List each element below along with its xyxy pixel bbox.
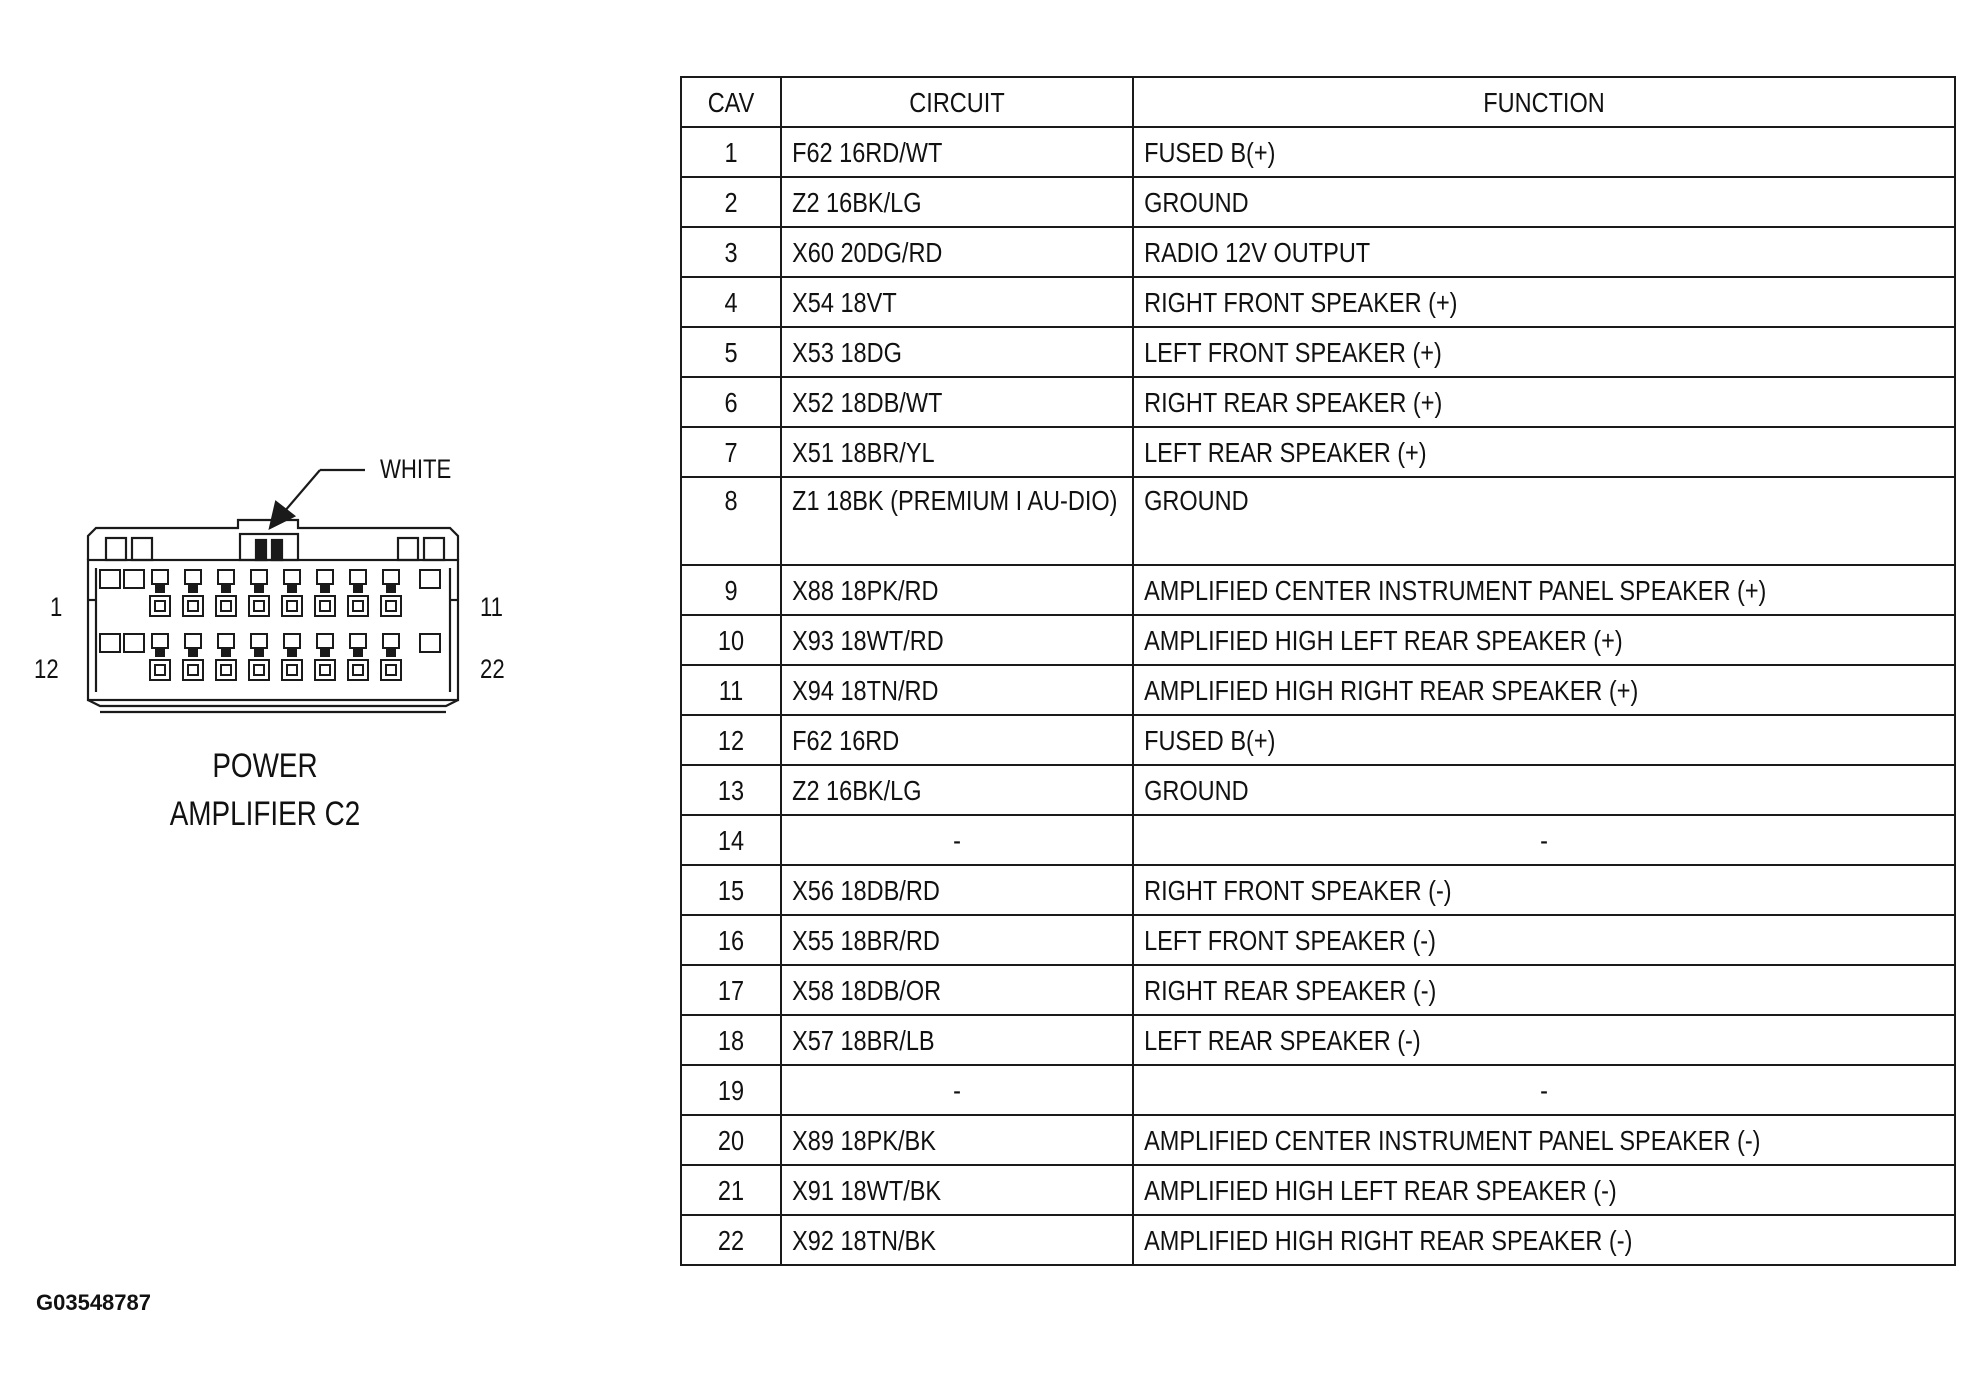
terminal-contact [188, 665, 198, 675]
terminal-contact [353, 601, 363, 611]
terminal-pin [156, 584, 164, 592]
cav-cell-text: 1 [724, 136, 738, 168]
table-row [681, 1065, 1955, 1115]
table-row [681, 1215, 1955, 1265]
table-row [681, 765, 1955, 815]
figure-id: G03548787 [36, 1290, 151, 1315]
circuit-cell [781, 615, 1133, 665]
table-row [681, 227, 1955, 277]
cav-cell [681, 227, 781, 277]
terminal-pin [354, 648, 362, 656]
function-cell-text: AMPLIFIED CENTER INSTRUMENT PANEL SPEAKER (+) [1144, 574, 1767, 606]
cav-cell-text: 13 [717, 774, 745, 806]
blank-cavity [124, 570, 144, 588]
function-cell [1133, 127, 1955, 177]
terminal-cavity [381, 596, 401, 616]
terminal-cavity [348, 660, 368, 680]
cav-cell-text: 15 [717, 874, 745, 906]
table-row [681, 377, 1955, 427]
circuit-cell-text: - [953, 1074, 961, 1106]
function-cell-text: RADIO 12V OUTPUT [1144, 236, 1371, 268]
circuit-cell-text: X58 18DB/OR [792, 974, 942, 1006]
function-cell [1133, 177, 1955, 227]
blank-cavity [100, 634, 120, 652]
table-row [681, 427, 1955, 477]
terminal-pin [288, 584, 296, 592]
terminal-latch [218, 570, 234, 584]
function-cell-text: AMPLIFIED HIGH RIGHT REAR SPEAKER (-) [1144, 1224, 1633, 1256]
cav-cell [681, 615, 781, 665]
cav-cell [681, 1165, 781, 1215]
circuit-cell-text: X89 18PK/BK [792, 1124, 936, 1156]
table-row [681, 477, 1955, 565]
terminal-pin [387, 584, 395, 592]
circuit-cell-text: F62 16RD [792, 724, 900, 756]
terminal-cavity [150, 660, 170, 680]
pinout-table-body [681, 127, 1955, 1265]
circuit-cell-text: X60 20DG/RD [792, 236, 943, 268]
blank-cavity [420, 634, 440, 652]
circuit-cell [781, 477, 1133, 565]
function-cell-text: FUSED B(+) [1144, 136, 1276, 168]
terminal-contact [287, 601, 297, 611]
circuit-cell-text: X93 18WT/RD [792, 624, 944, 656]
function-cell-text: LEFT REAR SPEAKER (-) [1144, 1024, 1421, 1056]
circuit-cell-text: X52 18DB/WT [792, 386, 943, 418]
function-cell-text: AMPLIFIED HIGH LEFT REAR SPEAKER (+) [1144, 624, 1623, 656]
circuit-cell [781, 1065, 1133, 1115]
function-cell [1133, 1215, 1955, 1265]
cav-cell-text: 9 [724, 574, 738, 606]
table-row [681, 915, 1955, 965]
cav-cell [681, 765, 781, 815]
function-cell [1133, 427, 1955, 477]
circuit-cell-text: - [953, 824, 961, 856]
header-circuit-text: CIRCUIT [909, 86, 1005, 118]
header-circuit [781, 77, 1133, 127]
function-cell [1133, 1115, 1955, 1165]
terminal-latch [152, 634, 168, 648]
terminal-contact [254, 665, 264, 675]
terminal-contact [188, 601, 198, 611]
cav-cell-text: 19 [717, 1074, 745, 1106]
cav-cell-text: 5 [724, 336, 738, 368]
cav-cell [681, 127, 781, 177]
blank-cavity [124, 634, 144, 652]
cav-cell [681, 1065, 781, 1115]
circuit-cell-text: Z1 18BK (PREMIUM I AU-DIO) [792, 485, 1118, 516]
cav-cell [681, 477, 781, 565]
circuit-cell [781, 665, 1133, 715]
terminal-latch [350, 634, 366, 648]
terminal-contact [221, 601, 231, 611]
function-cell-text: LEFT FRONT SPEAKER (+) [1144, 336, 1442, 368]
cav-cell [681, 1115, 781, 1165]
cav-cell [681, 815, 781, 865]
terminal-pin [222, 648, 230, 656]
cav-cell-text: 17 [717, 974, 745, 1006]
function-cell [1133, 915, 1955, 965]
terminal-latch [284, 634, 300, 648]
circuit-cell [781, 565, 1133, 615]
terminal-contact [386, 665, 396, 675]
terminal-pin [321, 584, 329, 592]
terminal-pin [189, 584, 197, 592]
function-cell [1133, 715, 1955, 765]
function-cell-text: GROUND [1144, 186, 1249, 218]
cav-cell-text: 12 [717, 724, 745, 756]
circuit-cell [781, 177, 1133, 227]
circuit-cell [781, 915, 1133, 965]
header-cav-text: CAV [707, 86, 755, 118]
corner-tab-left-1 [106, 538, 126, 560]
cav-cell-text: 11 [718, 674, 744, 706]
terminal-cavity [315, 596, 335, 616]
table-row [681, 565, 1955, 615]
terminal-latch [218, 634, 234, 648]
terminal-latch [185, 634, 201, 648]
circuit-cell [781, 815, 1133, 865]
terminal-contact [353, 665, 363, 675]
function-cell-text: AMPLIFIED HIGH LEFT REAR SPEAKER (-) [1144, 1174, 1617, 1206]
function-cell [1133, 477, 1955, 565]
pin-label-12: 12 [34, 654, 59, 684]
terminal-pin [189, 648, 197, 656]
table-row [681, 127, 1955, 177]
function-cell [1133, 1015, 1955, 1065]
circuit-cell [781, 127, 1133, 177]
terminal-pin [156, 648, 164, 656]
circuit-cell [781, 427, 1133, 477]
terminal-latch [317, 634, 333, 648]
terminal-pin [321, 648, 329, 656]
cav-cell [681, 427, 781, 477]
function-cell [1133, 815, 1955, 865]
table-row [681, 1115, 1955, 1165]
function-cell-text: - [1540, 1074, 1548, 1106]
cav-cell-text: 20 [717, 1124, 745, 1156]
function-cell-text: RIGHT REAR SPEAKER (-) [1144, 974, 1437, 1006]
callout-leader-diagonal [284, 470, 320, 512]
terminal-contact [386, 601, 396, 611]
terminal-pin [354, 584, 362, 592]
terminal-cavity [249, 660, 269, 680]
function-cell-text: GROUND [1144, 485, 1249, 516]
table-row [681, 965, 1955, 1015]
circuit-cell-text: X56 18DB/RD [792, 874, 940, 906]
terminal-cavity [315, 660, 335, 680]
terminal-cavity [282, 660, 302, 680]
terminal-cavity [348, 596, 368, 616]
cav-cell-text: 6 [724, 386, 738, 418]
cav-cell [681, 377, 781, 427]
terminal-cavity [381, 660, 401, 680]
function-cell-text: - [1540, 824, 1548, 856]
cav-cell-text: 10 [717, 624, 745, 656]
corner-tab-left-2 [132, 538, 152, 560]
circuit-cell [781, 715, 1133, 765]
function-cell-text: AMPLIFIED HIGH RIGHT REAR SPEAKER (+) [1144, 674, 1639, 706]
terminal-cavity [150, 596, 170, 616]
cav-cell [681, 177, 781, 227]
circuit-cell-text: X94 18TN/RD [792, 674, 939, 706]
circuit-cell [781, 377, 1133, 427]
circuit-cell-text: X51 18BR/YL [792, 436, 935, 468]
header-function-text: FUNCTION [1483, 86, 1605, 118]
circuit-cell-text: X91 18WT/BK [792, 1174, 942, 1206]
function-cell [1133, 1065, 1955, 1115]
table-row [681, 815, 1955, 865]
function-cell-text: FUSED B(+) [1144, 724, 1276, 756]
pin-label-22: 22 [480, 654, 505, 684]
function-cell [1133, 377, 1955, 427]
cav-cell [681, 1215, 781, 1265]
terminal-latch [251, 634, 267, 648]
corner-tab-right-2 [424, 538, 444, 560]
terminal-cavity [216, 596, 236, 616]
function-cell [1133, 277, 1955, 327]
table-row [681, 327, 1955, 377]
cav-cell [681, 665, 781, 715]
terminal-contact [254, 601, 264, 611]
function-cell [1133, 1165, 1955, 1215]
terminal-pin [288, 648, 296, 656]
header-function [1133, 77, 1955, 127]
connector-title [90, 742, 440, 838]
function-cell [1133, 665, 1955, 715]
function-cell-text: LEFT REAR SPEAKER (+) [1144, 436, 1427, 468]
cav-cell [681, 965, 781, 1015]
cav-cell-text: 8 [724, 485, 738, 516]
cav-cell-text: 18 [717, 1024, 745, 1056]
terminal-latch [152, 570, 168, 584]
connector-color-label: WHITE [380, 454, 452, 484]
circuit-cell [781, 1165, 1133, 1215]
connector-title-line-2: AMPLIFIER C2 [169, 795, 361, 833]
terminal-latch [251, 570, 267, 584]
circuit-cell [781, 865, 1133, 915]
function-cell-text: RIGHT REAR SPEAKER (+) [1144, 386, 1443, 418]
circuit-cell [781, 1215, 1133, 1265]
connector-diagram [0, 0, 640, 900]
circuit-cell [781, 227, 1133, 277]
function-cell-text: RIGHT FRONT SPEAKER (+) [1144, 286, 1458, 318]
cav-cell [681, 327, 781, 377]
function-cell [1133, 327, 1955, 377]
connector-title-line-1: POWER [212, 747, 318, 785]
cav-cell-text: 2 [724, 186, 738, 218]
terminal-pin [255, 648, 263, 656]
terminal-latch [284, 570, 300, 584]
table-row [681, 865, 1955, 915]
latch-slot-right [272, 540, 282, 560]
table-row [681, 177, 1955, 227]
terminal-pin [222, 584, 230, 592]
circuit-cell-text: X88 18PK/RD [792, 574, 939, 606]
terminal-latch [350, 570, 366, 584]
circuit-cell-text: X54 18VT [792, 286, 897, 318]
function-cell [1133, 865, 1955, 915]
terminal-contact [221, 665, 231, 675]
terminal-latch [383, 634, 399, 648]
terminal-cavity [183, 596, 203, 616]
pinout-table [680, 76, 1956, 1266]
circuit-cell [781, 277, 1133, 327]
circuit-cell [781, 327, 1133, 377]
table-row [681, 277, 1955, 327]
terminal-latch [317, 570, 333, 584]
function-cell [1133, 565, 1955, 615]
terminal-contact [155, 665, 165, 675]
table-row [681, 615, 1955, 665]
circuit-cell-text: F62 16RD/WT [792, 136, 943, 168]
circuit-cell [781, 1115, 1133, 1165]
function-cell [1133, 615, 1955, 665]
cav-cell-text: 14 [717, 824, 745, 856]
terminal-latch [185, 570, 201, 584]
cav-cell-text: 21 [717, 1174, 745, 1206]
function-cell [1133, 965, 1955, 1015]
function-cell-text: RIGHT FRONT SPEAKER (-) [1144, 874, 1452, 906]
function-cell-text: LEFT FRONT SPEAKER (-) [1144, 924, 1436, 956]
circuit-cell [781, 1015, 1133, 1065]
cav-cell-text: 7 [724, 436, 738, 468]
cav-cell [681, 715, 781, 765]
circuit-cell [781, 765, 1133, 815]
cav-cell [681, 865, 781, 915]
terminal-pin [387, 648, 395, 656]
cav-cell [681, 1015, 781, 1065]
cavity-grid [100, 570, 440, 680]
function-cell-text: GROUND [1144, 774, 1249, 806]
terminal-latch [383, 570, 399, 584]
corner-tab-right-1 [398, 538, 418, 560]
terminal-cavity [183, 660, 203, 680]
blank-cavity [420, 570, 440, 588]
terminal-pin [255, 584, 263, 592]
terminal-contact [287, 665, 297, 675]
cav-cell [681, 915, 781, 965]
function-cell [1133, 227, 1955, 277]
circuit-cell-text: Z2 16BK/LG [792, 186, 922, 218]
table-header-row [681, 77, 1955, 127]
table-row [681, 715, 1955, 765]
table-row [681, 665, 1955, 715]
cav-cell [681, 565, 781, 615]
connector-latch [240, 534, 298, 560]
cav-cell-text: 4 [724, 286, 738, 318]
table-row [681, 1165, 1955, 1215]
cav-cell-text: 3 [724, 236, 738, 268]
terminal-contact [320, 665, 330, 675]
circuit-cell-text: Z2 16BK/LG [792, 774, 922, 806]
circuit-cell-text: X55 18BR/RD [792, 924, 940, 956]
terminal-cavity [249, 596, 269, 616]
cav-cell-text: 16 [717, 924, 745, 956]
circuit-cell-text: X92 18TN/BK [792, 1224, 936, 1256]
cav-cell [681, 277, 781, 327]
circuit-cell-text: X57 18BR/LB [792, 1024, 935, 1056]
terminal-cavity [282, 596, 302, 616]
pin-label-1: 1 [50, 592, 63, 622]
circuit-cell-text: X53 18DG [792, 336, 902, 368]
circuit-cell [781, 965, 1133, 1015]
table-row [681, 1015, 1955, 1065]
header-cav [681, 77, 781, 127]
terminal-contact [155, 601, 165, 611]
function-cell [1133, 765, 1955, 815]
function-cell-text: AMPLIFIED CENTER INSTRUMENT PANEL SPEAKER (-) [1144, 1124, 1761, 1156]
terminal-contact [320, 601, 330, 611]
blank-cavity [100, 570, 120, 588]
latch-slot-left [256, 540, 266, 560]
terminal-cavity [216, 660, 236, 680]
pin-label-11: 11 [480, 592, 503, 622]
cav-cell-text: 22 [717, 1224, 745, 1256]
